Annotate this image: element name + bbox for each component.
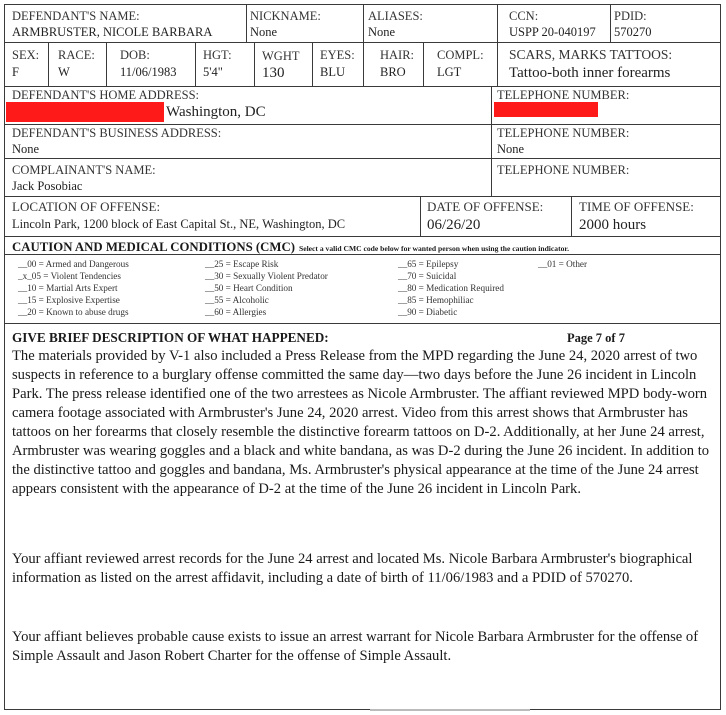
pdid-label: PDID: [614,9,647,23]
narrative-body-3 [12,628,720,666]
weight-label: WGHT [262,49,300,63]
offense-time-value: 2000 hours [579,217,647,233]
offense-location-label: LOCATION OF OFFENSE: [12,199,161,214]
divider [254,42,255,86]
row-divider [4,323,721,324]
complexion-label: COMPL: [437,48,484,62]
eyes-label: EYES: [320,48,355,62]
offense-time-label: TIME OF OFFENSE: [579,199,694,214]
business-phone-label: TELEPHONE NUMBER: [497,126,630,140]
hair-value: BRO [380,65,406,79]
row-divider [4,124,721,125]
divider [571,196,572,236]
scars-label: SCARS, MARKS TATTOOS: [509,47,673,62]
cmc-item: __80 = Medication Required [398,283,504,293]
cmc-item: __65 = Epilepsy [398,259,459,269]
nickname-label: NICKNAME: [250,9,321,23]
ccn-label: CCN: [509,9,539,23]
offense-location-value: Lincoln Park, 1200 block of East Capital St., NE, Washington, DC [12,217,346,231]
form-right-border [720,4,721,710]
home-phone-redaction [494,102,598,117]
complainant-label: COMPLAINANT'S NAME: [12,163,156,177]
narrative-body-2 [12,550,720,588]
home-address-label: DEFENDANT'S HOME ADDRESS: [12,88,199,102]
narrative-paragraph-3: Your affiant believes probable cause exists to issue an arrest warrant for Nicole Barbara Armbruster for the offense of Simple Assault and Jason Robert Charter for the offense of Simple Assault. [12,629,699,664]
race-label: RACE: [58,48,95,62]
aliases-value: None [368,25,396,39]
divider [491,86,492,124]
row-divider [4,86,721,87]
page-number: Page 7 of 7 [567,331,625,345]
dob-label: DOB: [120,48,150,62]
cmc-item: __55 = Alcoholic [205,295,269,305]
row-divider [4,196,721,197]
narrative-body [12,347,720,499]
race-value: W [58,65,70,79]
divider [363,42,364,86]
divider [312,42,313,86]
cmc-item: __00 = Armed and Dangerous [18,259,129,269]
eyes-value: BLU [320,65,345,79]
cmc-item: __90 = Diabetic [398,307,458,317]
divider [610,4,611,42]
cmc-item: __30 = Sexually Violent Predator [205,271,328,281]
cmc-item: __15 = Explosive Expertise [18,295,120,305]
form-bottom-border [4,709,721,710]
divider [106,42,107,86]
divider [246,4,247,42]
cmc-item: __60 = Allergies [205,307,267,317]
divider [420,196,421,236]
dob-value: 11/06/1983 [120,65,177,79]
scars-value: Tattoo-both inner forearms [509,65,671,81]
weight-value: 130 [262,65,285,81]
ccn-value: USPP 20-040197 [509,25,596,39]
narrative-paragraph-2: Your affiant reviewed arrest records for the June 24 arrest and located Ms. Nicole Barbara Armbruster's biographical information as listed on the arrest affidavit, including a date of birth of 11/06/1983 and a PDID of 570270. [12,551,693,586]
pdid-value: 570270 [614,25,652,39]
divider [491,124,492,158]
height-label: HGT: [203,48,232,62]
business-address-label: DEFENDANT'S BUSINESS ADDRESS: [12,126,222,140]
offense-date-value: 06/26/20 [427,217,481,233]
sex-value: F [12,65,19,79]
cmc-title: CAUTION AND MEDICAL CONDITIONS (CMC) [12,240,295,254]
complexion-value: LGT [437,65,462,79]
complainant-value: Jack Posobiac [12,179,83,193]
divider [423,42,424,86]
form-left-border [4,4,5,710]
cmc-item: __01 = Other [538,259,588,269]
divider [363,4,364,42]
divider [497,42,498,86]
home-address-redaction [6,102,164,122]
divider [497,4,498,42]
sex-label: SEX: [12,48,40,62]
row-divider [4,254,721,255]
business-address-value: None [12,142,40,156]
narrative-paragraph-1: The materials provided by V-1 also included a Press Release from the MPD regarding the June 24, 2020 arrest of two suspects in reference to a burglary offense committed the same day—two days before the June 26 incident in Lincoln Park. The press release identified one of the two arrestees as Nicole Armbruster. The affiant reviewed MPD body-worn camera footage associated with Armbruster's June 24, 2020 arrest. Video from this arrest shows that Armbruster has tattoos on her forearms that closely resemble the distinctive forearm tattoos on D-2. Additionally, at her June 24 arrest, Armbruster was wearing goggles and a black and white bandana, as was D-2 during the June 26 incident. In addition to the distinctive tattoo and goggles and bandana, Ms. Armbruster's physical appearance at the time of the June 24 arrest appears consistent with the appearance of D-2 at the time of the June 26 incident in Lincoln Park. [12,348,710,497]
divider [48,42,49,86]
cmc-item: __10 = Martial Arts Expert [18,283,118,293]
divider [195,42,196,86]
defendant-name-value: ARMBRUSTER, NICOLE BARBARA [12,25,213,39]
divider [491,158,492,196]
footer-stamp [370,709,530,715]
height-value: 5'4" [203,65,223,79]
nickname-value: None [250,25,278,39]
business-phone-value: None [497,142,525,156]
defendant-name-label: DEFENDANT'S NAME: [12,9,140,23]
cmc-subtitle: Select a valid CMC code below for wanted person when using the caution indicator. [298,244,569,253]
home-phone-label: TELEPHONE NUMBER: [497,88,630,102]
offense-date-label: DATE OF OFFENSE: [427,199,544,214]
aliases-label: ALIASES: [368,9,423,23]
row-divider [4,158,721,159]
narrative-title: GIVE BRIEF DESCRIPTION OF WHAT HAPPENED: [12,330,329,345]
cmc-item: __25 = Escape Risk [205,259,279,269]
complainant-phone-label: TELEPHONE NUMBER: [497,163,630,177]
cmc-item: __50 = Heart Condition [205,283,293,293]
hair-label: HAIR: [380,48,415,62]
cmc-item: __70 = Suicidal [398,271,457,281]
row-divider [4,236,721,237]
cmc-item: __20 = Known to abuse drugs [18,307,129,317]
home-address-value: Washington, DC [166,104,266,120]
cmc-item: __85 = Hemophiliac [398,295,474,305]
cmc-item: _x_05 = Violent Tendencies [18,271,121,281]
